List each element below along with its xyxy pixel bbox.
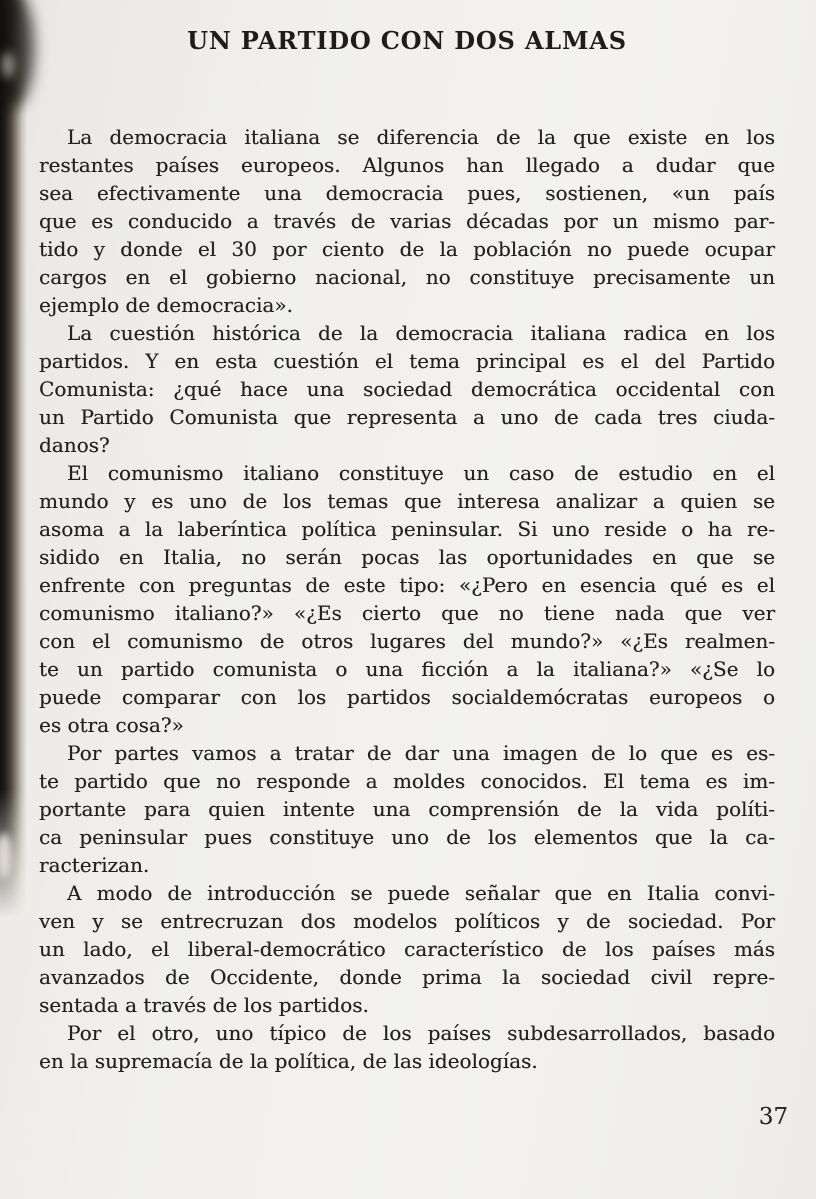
text-line: enfrente con preguntas de este tipo: «¿Pero en esencia qué es el [39,573,775,597]
text-line: comunismo italiano?» «¿Es cierto que no tiene nada que ver [39,601,775,625]
text-line: A modo de introducción se puede señalar que en Italia convi- [67,881,775,905]
text-line: con el comunismo de otros lugares del mundo?» «¿Es realmen- [39,629,775,653]
text-line: El comunismo italiano constituye un caso de estudio en el [67,461,775,485]
text-line: Por el otro, uno típico de los países subdesarrollados, basado [67,1021,775,1045]
text-line: en la supremacía de la política, de las ideologías. [39,1049,538,1073]
text-line: tido y donde el 30 por ciento de la población no puede ocupar [39,237,775,261]
page-body [39,123,775,1075]
text-line: Comunista: ¿qué hace una sociedad democrática occidental con [39,377,775,401]
text-line: un Partido Comunista que representa a uno de cada tres ciuda- [39,405,775,429]
paragraph [39,319,775,459]
scan-edge-smudge [2,52,14,78]
paragraph [39,1019,775,1075]
paragraph [39,739,775,879]
text-line: La cuestión histórica de la democracia italiana radica en los [67,321,775,345]
text-line: asoma a la laberíntica política peninsular. Si uno reside o ha re- [39,517,775,541]
text-line: sentada a través de los partidos. [39,993,369,1017]
text-line: ven y se entrecruzan dos modelos políticos y de sociedad. Por [39,909,775,933]
text-line: sea efectivamente una democracia pues, sostienen, «un país [39,181,775,205]
text-line: cargos en el gobierno nacional, no constituye precisamente un [39,265,775,289]
text-line: ejemplo de democracia». [39,293,293,317]
text-line: ca peninsular pues constituye uno de los elementos que la ca- [39,825,775,849]
text-line: un lado, el liberal-democrático característico de los países más [39,937,775,961]
text-line: mundo y es uno de los temas que interesa analizar a quien se [39,489,775,513]
paragraph [39,879,775,1019]
text-line: sidido en Italia, no serán pocas las oportunidades en que se [39,545,775,569]
text-line: que es conducido a través de varias décadas por un mismo par- [39,209,775,233]
text-line: te partido que no responde a moldes conocidos. El tema es im- [39,769,775,793]
text-line: avanzados de Occidente, donde prima la sociedad civil repre- [39,965,775,989]
chapter-title: UN PARTIDO CON DOS ALMAS [187,26,627,55]
text-line: danos? [39,433,110,457]
paragraph [39,459,775,739]
text-line: es otra cosa?» [39,713,184,737]
text-line: restantes países europeos. Algunos han llegado a dudar que [39,153,775,177]
scan-binding-shadow [0,0,27,918]
page-number: 37 [758,1104,788,1130]
text-line: Por partes vamos a tratar de dar una imagen de lo que es es- [67,741,775,765]
text-line: partidos. Y en esta cuestión el tema principal es el del Partido [39,349,775,373]
text-line: portante para quien intente una comprensión de la vida políti- [39,797,775,821]
text-line: La democracia italiana se diferencia de la que existe en los [67,125,775,149]
paragraph [39,123,775,319]
text-line: puede comparar con los partidos socialdemócratas europeos o [39,685,775,709]
text-line: te un partido comunista o una ficción a la italiana?» «¿Se lo [39,657,775,681]
text-line: racterizan. [39,853,150,877]
